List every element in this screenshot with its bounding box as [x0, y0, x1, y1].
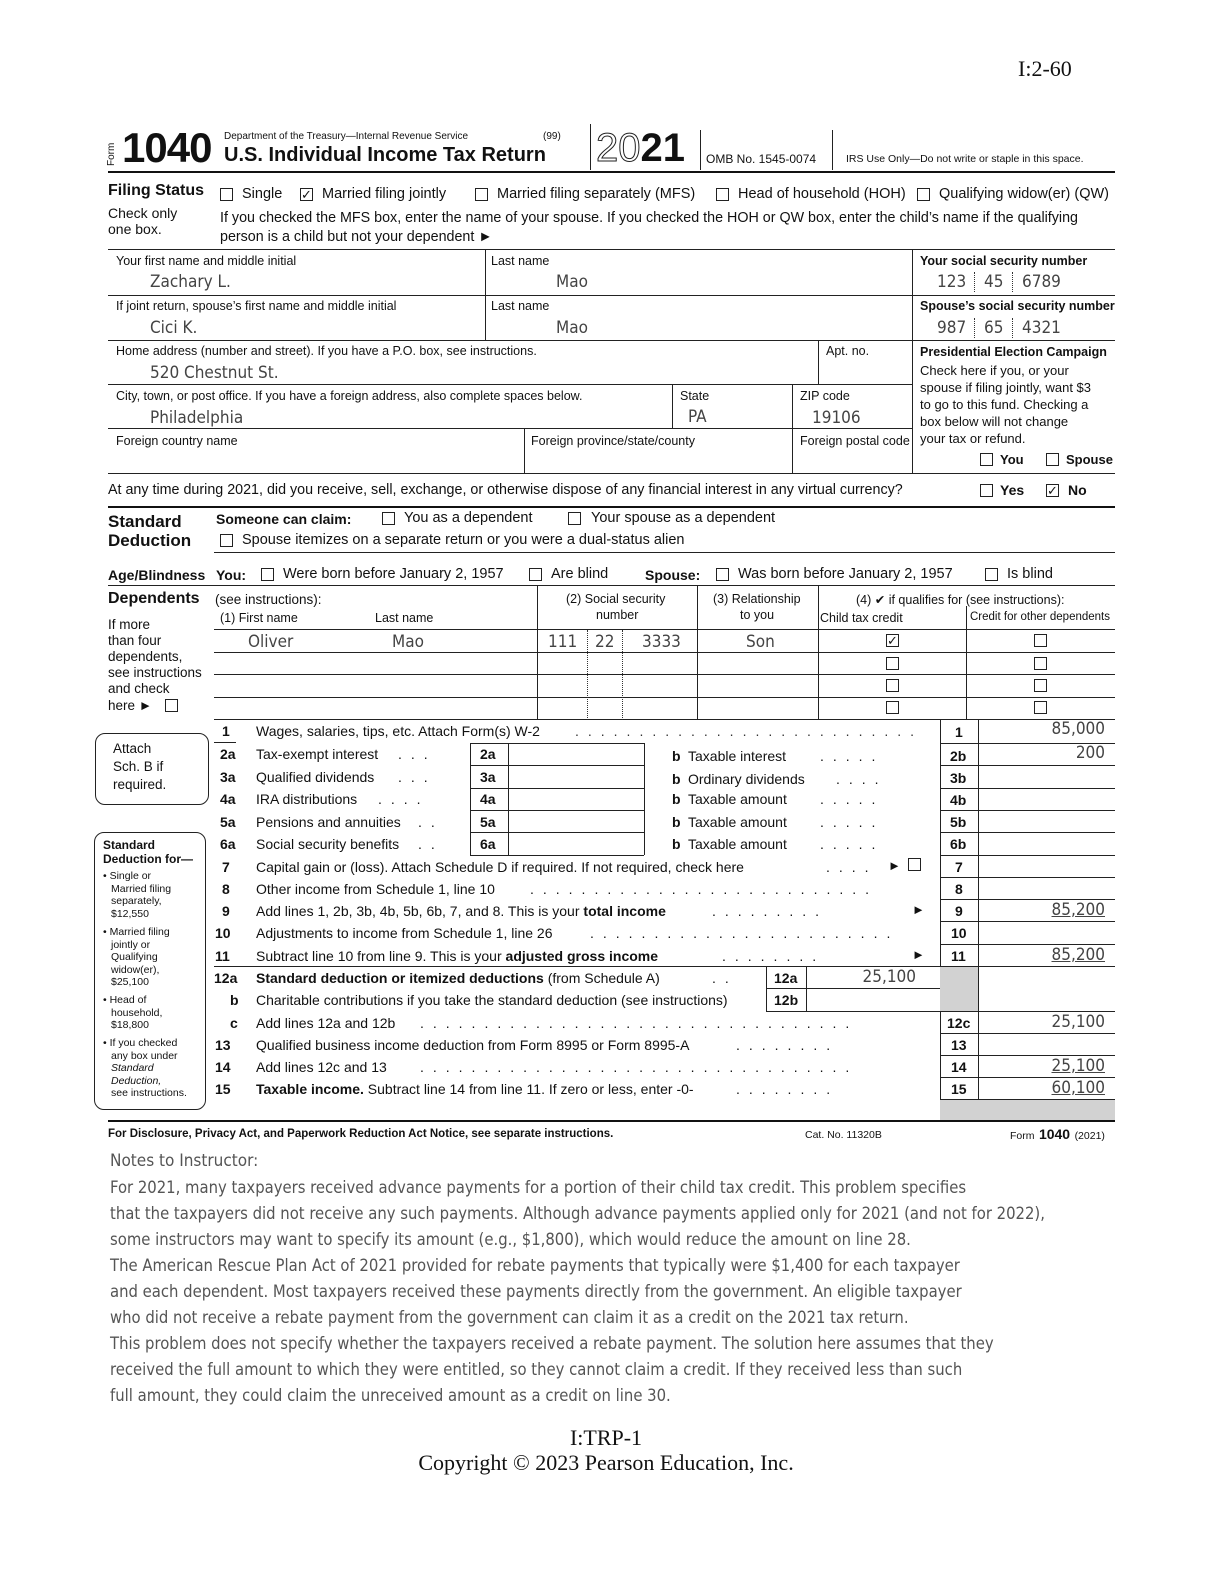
last-name-value: Mao	[556, 272, 588, 292]
spouse-first-value: Cici K.	[150, 318, 198, 338]
line-15-leader: ........	[736, 1081, 840, 1097]
dependent-odc-checkbox-3[interactable]	[1034, 679, 1047, 692]
line-4a-num: 4a	[220, 791, 236, 807]
filing-note-1: If you checked the MFS box, enter the name of your spouse. If you checked the HOH or QW box, enter the child’s name if the qualifying	[220, 210, 1078, 226]
line-6a-num: 6a	[220, 836, 236, 852]
line-4a-leader: ....	[378, 791, 430, 807]
page-number: I:TRP-1	[569, 1425, 643, 1450]
city-value: Philadelphia	[150, 408, 244, 428]
attach-1: Attach	[113, 741, 152, 756]
qualifying-widow-checkbox[interactable]	[917, 188, 930, 201]
notes-line-6: who did not receive a rebate payment from the government can claim it as a credit on the 2021 tax return.	[110, 1308, 909, 1327]
line-11-box: 11	[951, 948, 966, 964]
dependent-ctc-checkbox-4[interactable]	[886, 701, 899, 714]
std-deduction-title-2: Deduction	[108, 531, 192, 550]
more-dependents-checkbox[interactable]	[165, 699, 178, 712]
city-label: City, town, or post office. If you have a foreign address, also complete spaces below.	[116, 389, 583, 403]
line-3b-box: 3b	[950, 770, 967, 786]
single-checkbox[interactable]	[220, 188, 233, 201]
virtual-currency-no-label: No	[1068, 482, 1087, 498]
spouse-ssn-part-2: 65	[984, 318, 1004, 338]
foreign-province-label: Foreign province/state/county	[531, 434, 695, 448]
spouse-dependent-label: Your spouse as a dependent	[591, 510, 776, 526]
dep-side-6: here ►	[108, 698, 153, 713]
line-8-desc: Other income from Schedule 1, line 10	[256, 881, 495, 897]
line-1-desc: Wages, salaries, tips, etc. Attach Form(s) W-2	[256, 723, 540, 739]
line-10-leader: ........................	[590, 925, 900, 941]
line-4b-desc: Taxable amount	[688, 791, 787, 807]
line-14-desc: Add lines 12c and 13	[256, 1059, 387, 1075]
line-9-amount: 85,200	[1051, 900, 1105, 920]
age-blindness-title: Age/Blindness	[108, 567, 206, 583]
pec-title: Presidential Election Campaign	[920, 345, 1107, 359]
line-14-box: 14	[951, 1059, 967, 1075]
line-1-num: 1	[222, 723, 230, 739]
dep-side-2: than four	[108, 633, 162, 648]
spouse-ssn-label: Spouse’s social security number	[920, 299, 1115, 313]
line-11-num: 11	[215, 948, 230, 964]
line-4a-box: 4a	[480, 791, 496, 807]
line-3a-box: 3a	[480, 769, 496, 785]
line-3a-leader: ...	[398, 769, 437, 785]
dependents-title: Dependents	[108, 590, 200, 607]
pec-line-3: to go to this fund. Checking a	[920, 397, 1089, 412]
age-you-label: You:	[216, 567, 247, 583]
line-7-desc: Capital gain or (loss). Attach Schedule D if required. If not required, check here	[256, 859, 744, 875]
line-8-num: 8	[222, 881, 230, 897]
copyright: Copyright © 2023 Pearson Education, Inc.	[418, 1450, 794, 1475]
spouse-ssn-part-3: 4321	[1022, 318, 1061, 338]
form-label: Form	[106, 142, 117, 166]
pec-line-5: your tax or refund.	[920, 431, 1026, 446]
line-2a-num: 2a	[220, 746, 236, 762]
one-box: one box.	[108, 221, 162, 237]
check-only: Check only	[108, 205, 178, 221]
apt-label: Apt. no.	[826, 344, 870, 358]
line-6a-desc: Social security benefits	[256, 836, 400, 852]
line-12c-desc: Add lines 12a and 12b	[256, 1015, 396, 1031]
spouse-last-value: Mao	[556, 318, 588, 338]
line-2b-leader: .....	[820, 748, 885, 764]
form-code: (99)	[543, 131, 561, 142]
line-4b-leader: .....	[820, 791, 885, 807]
last-name-label: Last name	[491, 254, 550, 268]
dep-col-ctc: Child tax credit	[820, 611, 903, 625]
dependent-odc-checkbox-4[interactable]	[1034, 701, 1047, 714]
irs-use-only: IRS Use Only—Do not write or staple in this space.	[846, 153, 1084, 165]
line-14-amount: 25,100	[1051, 1056, 1105, 1076]
std-box-mfj: • Married filing jointly or Qualifying widow(er), $25,100	[103, 926, 170, 989]
line-13-box: 13	[951, 1037, 967, 1053]
line-11-amount: 85,200	[1051, 945, 1105, 965]
foreign-postal-label: Foreign postal code	[800, 434, 910, 448]
filing-status-title: Filing Status	[108, 182, 204, 199]
virtual-currency-question: At any time during 2021, did you receive, sell, exchange, or otherwise dispose of any financial interest in any virtual currency?	[108, 482, 903, 498]
line-12c-box: 12c	[947, 1015, 971, 1031]
line-1-leader: ...........................	[575, 723, 924, 739]
line-6a-leader: ..	[418, 836, 444, 852]
line-3a-desc: Qualified dividends	[256, 769, 375, 785]
notes-line-8: received the full amount to which they were entitled, so they cannot claim a credit. If they received less than such	[110, 1360, 963, 1379]
line-12a-leader: ..	[712, 970, 738, 986]
spouse-last-label: Last name	[491, 299, 550, 313]
line-6a-box: 6a	[480, 836, 496, 852]
notes-line-3: some instructors may want to specify its amount (e.g., $1,800), which would reduce the amount on line 28.	[110, 1230, 911, 1249]
line-6b-leader: .....	[820, 836, 885, 852]
line-15-box: 15	[951, 1081, 967, 1097]
dependent-odc-checkbox-2[interactable]	[1034, 657, 1047, 670]
dep-col-ssn-2: number	[596, 608, 639, 622]
head-of-household-checkbox[interactable]	[716, 188, 729, 201]
line-3a-num: 3a	[220, 769, 236, 785]
pec-line-2: spouse if filing jointly, want $3	[920, 380, 1092, 395]
dependent-ctc-checkbox-2[interactable]	[886, 657, 899, 670]
ssn-part-1: 123	[937, 272, 967, 292]
line-1-amount: 85,000	[1051, 719, 1105, 739]
std-box-hoh: • Head of household, $18,800	[103, 994, 163, 1032]
std-box-title-1: Standard	[103, 838, 156, 852]
line-10-box: 10	[951, 925, 967, 941]
line-5b-box: 5b	[950, 814, 967, 830]
notes-line-5: and each dependent. Most taxpayers received these payments directly from the government. An eligible taxpayer	[110, 1282, 962, 1301]
married-jointly-label: Married filing jointly	[322, 186, 447, 202]
line-4b-letter: b	[672, 791, 681, 807]
spouse-blind-checkbox[interactable]	[985, 568, 998, 581]
notes-line-9: full amount, they could claim the unreceived amount as a credit on line 30.	[110, 1386, 671, 1405]
married-separately-checkbox[interactable]	[475, 188, 488, 201]
line-5a-desc: Pensions and annuities	[256, 814, 401, 830]
pec-line-1: Check here if you, or your	[920, 363, 1069, 378]
line-11-desc: Subtract line 10 from line 9. This is your adjusted gross income	[256, 948, 659, 964]
dependent-ssn-3: 3333	[642, 632, 681, 652]
line-12a-desc: Standard deduction or itemized deductions (from Schedule A)	[256, 970, 660, 986]
line-7-checkbox[interactable]	[908, 858, 921, 871]
std-box-checked: • If you checked any box under Standard Deduction, see instructions.	[103, 1037, 187, 1100]
spouse-ssn-part-1: 987	[937, 318, 967, 338]
line-2a-leader: ...	[398, 746, 437, 762]
line-5b-leader: .....	[820, 814, 885, 830]
pec-you-label: You	[1000, 452, 1024, 467]
address-value: 520 Chestnut St.	[150, 363, 279, 383]
pec-spouse-label: Spouse	[1066, 452, 1113, 467]
line-3b-letter: b	[672, 771, 681, 787]
notes-line-2: that the taxpayers did not receive any such payments. Although advance payments applied only for 2021 (and not for 2022),	[110, 1204, 1045, 1223]
line-5a-leader: ..	[418, 814, 444, 830]
dependents-see-instr: (see instructions):	[215, 592, 322, 607]
head-of-household-label: Head of household (HOH)	[738, 186, 906, 202]
dep-side-4: see instructions	[108, 665, 202, 680]
std-box-title-2: Deduction for—	[103, 852, 193, 866]
dependent-first-name: Oliver	[248, 632, 294, 652]
tax-year-light: 20	[596, 126, 641, 170]
dependent-odc-checkbox[interactable]	[1034, 634, 1047, 647]
attach-3: required.	[113, 777, 167, 792]
line-12c-amount: 25,100	[1051, 1012, 1105, 1032]
state-label: State	[680, 389, 710, 403]
page-reference: I:2-60	[1018, 56, 1072, 81]
dep-side-3: dependents,	[108, 649, 183, 664]
state-value: PA	[688, 407, 707, 427]
pec-spouse-checkbox[interactable]	[1046, 453, 1059, 466]
line-14-leader: ..................................	[420, 1059, 859, 1075]
line-13-num: 13	[215, 1037, 231, 1053]
first-name-value: Zachary L.	[150, 272, 231, 292]
filing-note-2: person is a child but not your dependent ►	[220, 229, 493, 245]
line-4b-box: 4b	[950, 792, 967, 808]
spouse-born-before-label: Was born before January 2, 1957	[738, 566, 953, 582]
line-8-box: 8	[955, 881, 963, 897]
line-9-box: 9	[955, 903, 963, 919]
ssn-part-2: 45	[984, 272, 1004, 292]
zip-label: ZIP code	[800, 389, 850, 403]
attach-2: Sch. B if	[113, 759, 164, 774]
line-12b-desc: Charitable contributions if you take the standard deduction (see instructions)	[256, 992, 728, 1008]
dep-side-5: and check	[108, 681, 170, 696]
tax-year	[596, 126, 685, 171]
dep-side-1: If more	[108, 617, 151, 632]
line-14-num: 14	[215, 1059, 231, 1075]
line-12b-box: 12b	[774, 992, 799, 1008]
dependent-last-name: Mao	[392, 632, 424, 652]
line-15-num: 15	[215, 1081, 231, 1097]
department: Department of the Treasury—Internal Revenue Service	[224, 131, 469, 142]
line-11-leader: ........	[722, 948, 826, 964]
dependent-relationship: Son	[746, 632, 775, 652]
footer-form-id: Form 1040 (2021)	[1010, 1126, 1105, 1142]
virtual-currency-yes-checkbox[interactable]	[980, 484, 993, 497]
line-4a-desc: IRA distributions	[256, 791, 358, 807]
spouse-blind-label: Is blind	[1007, 566, 1053, 582]
someone-can-claim: Someone can claim:	[216, 511, 352, 527]
line-5a-num: 5a	[220, 814, 236, 830]
spouse-born-before-checkbox[interactable]	[716, 568, 729, 581]
first-name-label: Your first name and middle initial	[116, 254, 297, 268]
notes-title: Notes to Instructor:	[110, 1151, 259, 1171]
age-spouse-label: Spouse:	[645, 567, 701, 583]
line-8-leader: ...........................	[530, 881, 879, 897]
line-7-arrow-icon: ►	[888, 858, 901, 873]
line-6b-letter: b	[672, 836, 681, 852]
dependent-ctc-checkbox[interactable]: ✓	[887, 633, 898, 648]
form-number: 1040	[122, 124, 212, 171]
line-9-arrow-icon: ►	[912, 902, 925, 917]
line-13-leader: ........	[736, 1037, 840, 1053]
line-2a-box: 2a	[480, 746, 496, 762]
line-10-desc: Adjustments to income from Schedule 1, line 26	[256, 925, 553, 941]
line-6b-desc: Taxable amount	[688, 836, 787, 852]
std-deduction-title-1: Standard	[108, 512, 182, 531]
line-2a-desc: Tax-exempt interest	[256, 746, 379, 762]
spouse-itemizes-checkbox[interactable]	[220, 534, 233, 547]
line-12a-box: 12a	[774, 970, 798, 986]
qualifying-widow-label: Qualifying widow(er) (QW)	[939, 186, 1109, 202]
line-13-desc: Qualified business income deduction from Form 8995 or Form 8995-A	[256, 1037, 690, 1053]
dependent-ssn-1: 111	[548, 632, 578, 652]
you-born-before-checkbox[interactable]	[261, 568, 274, 581]
form-title: U.S. Individual Income Tax Return	[224, 144, 546, 166]
dep-col-first: (1) First name	[220, 611, 298, 625]
zip-value: 19106	[812, 408, 861, 428]
privacy-notice: For Disclosure, Privacy Act, and Paperwork Reduction Act Notice, see separate instructions.	[108, 1128, 614, 1140]
omb-number: OMB No. 1545-0074	[706, 152, 817, 166]
std-box-single: • Single or Married filing separately, $12,550	[103, 870, 172, 920]
you-dependent-label: You as a dependent	[404, 510, 533, 526]
line-3b-leader: ....	[836, 771, 888, 787]
dependent-ssn-2: 22	[595, 632, 615, 652]
you-born-before-label: Were born before January 2, 1957	[283, 566, 504, 582]
married-jointly-checkbox[interactable]: ✓	[301, 187, 312, 202]
line-7-box: 7	[955, 859, 963, 875]
tax-year-bold: 21	[640, 126, 685, 170]
line-11-arrow-icon: ►	[912, 947, 925, 962]
line-9-desc: Add lines 1, 2b, 3b, 4b, 5b, 6b, 7, and 8. This is your total income	[256, 903, 666, 919]
notes-line-4: The American Rescue Plan Act of 2021 provided for rebate payments that typically were $1,400 for each taxpayer	[110, 1256, 960, 1275]
line-12b-letter: b	[230, 992, 239, 1008]
line-6b-box: 6b	[950, 836, 967, 852]
line-5b-letter: b	[672, 814, 681, 830]
line-12a-amount: 25,100	[862, 967, 916, 987]
line-7-leader: ....	[826, 859, 878, 875]
notes-line-1: For 2021, many taxpayers received advance payments for a portion of their child tax credit. This problem specifies	[110, 1178, 967, 1197]
you-blind-label: Are blind	[551, 566, 609, 582]
pec-line-4: box below will not change	[920, 414, 1069, 429]
dep-col-qualifies: (4) ✔ if qualifies for (see instructions):	[856, 593, 1065, 607]
address-label: Home address (number and street). If you have a P.O. box, see instructions.	[116, 344, 537, 358]
cat-number: Cat. No. 11320B	[805, 1129, 882, 1141]
line-2b-desc: Taxable interest	[688, 748, 787, 764]
line-15-desc: Taxable income. Subtract line 14 from line 11. If zero or less, enter -0-	[256, 1081, 694, 1097]
line-15-amount: 60,100	[1051, 1078, 1105, 1098]
line-12c-leader: ..................................	[420, 1015, 859, 1031]
you-dependent-checkbox[interactable]	[382, 512, 395, 525]
spouse-dependent-checkbox[interactable]	[568, 512, 581, 525]
line-2b-box: 2b	[950, 748, 967, 764]
dep-col-rel-2: to you	[740, 608, 775, 622]
dependent-ctc-checkbox-3[interactable]	[886, 679, 899, 692]
virtual-currency-yes-label: Yes	[1000, 482, 1025, 498]
foreign-country-label: Foreign country name	[116, 434, 238, 448]
virtual-currency-no-checkbox[interactable]: ✓	[1047, 483, 1058, 498]
spouse-itemizes-label: Spouse itemizes on a separate return or you were a dual-status alien	[242, 532, 685, 548]
line-5a-box: 5a	[480, 814, 496, 830]
ssn-part-3: 6789	[1022, 272, 1061, 292]
line-1-box: 1	[955, 724, 963, 740]
you-blind-checkbox[interactable]	[529, 568, 542, 581]
pec-you-checkbox[interactable]	[980, 453, 993, 466]
married-separately-label: Married filing separately (MFS)	[497, 186, 696, 202]
line-2b-amount: 200	[1075, 743, 1105, 763]
spouse-first-label: If joint return, spouse’s first name and middle initial	[116, 299, 397, 313]
dep-col-odc: Credit for other dependents	[970, 611, 1111, 623]
dep-col-ssn-1: (2) Social security	[566, 592, 666, 606]
dep-col-rel-1: (3) Relationship	[713, 592, 801, 606]
line-10-num: 10	[215, 925, 231, 941]
line-2b-letter: b	[672, 748, 681, 764]
line-9-num: 9	[222, 903, 230, 919]
ssn-label: Your social security number	[920, 254, 1088, 268]
line-3b-desc: Ordinary dividends	[688, 771, 805, 787]
line-7-num: 7	[222, 859, 230, 875]
line-12c-letter: c	[230, 1015, 238, 1031]
dep-col-last: Last name	[375, 611, 434, 625]
notes-line-7: This problem does not specify whether the taxpayers received a rebate payment. The solution here assumes that they	[110, 1334, 994, 1353]
line-12a-num: 12a	[214, 970, 238, 986]
single-label: Single	[242, 186, 283, 202]
line-5b-desc: Taxable amount	[688, 814, 787, 830]
line-9-leader: .........	[712, 903, 829, 919]
